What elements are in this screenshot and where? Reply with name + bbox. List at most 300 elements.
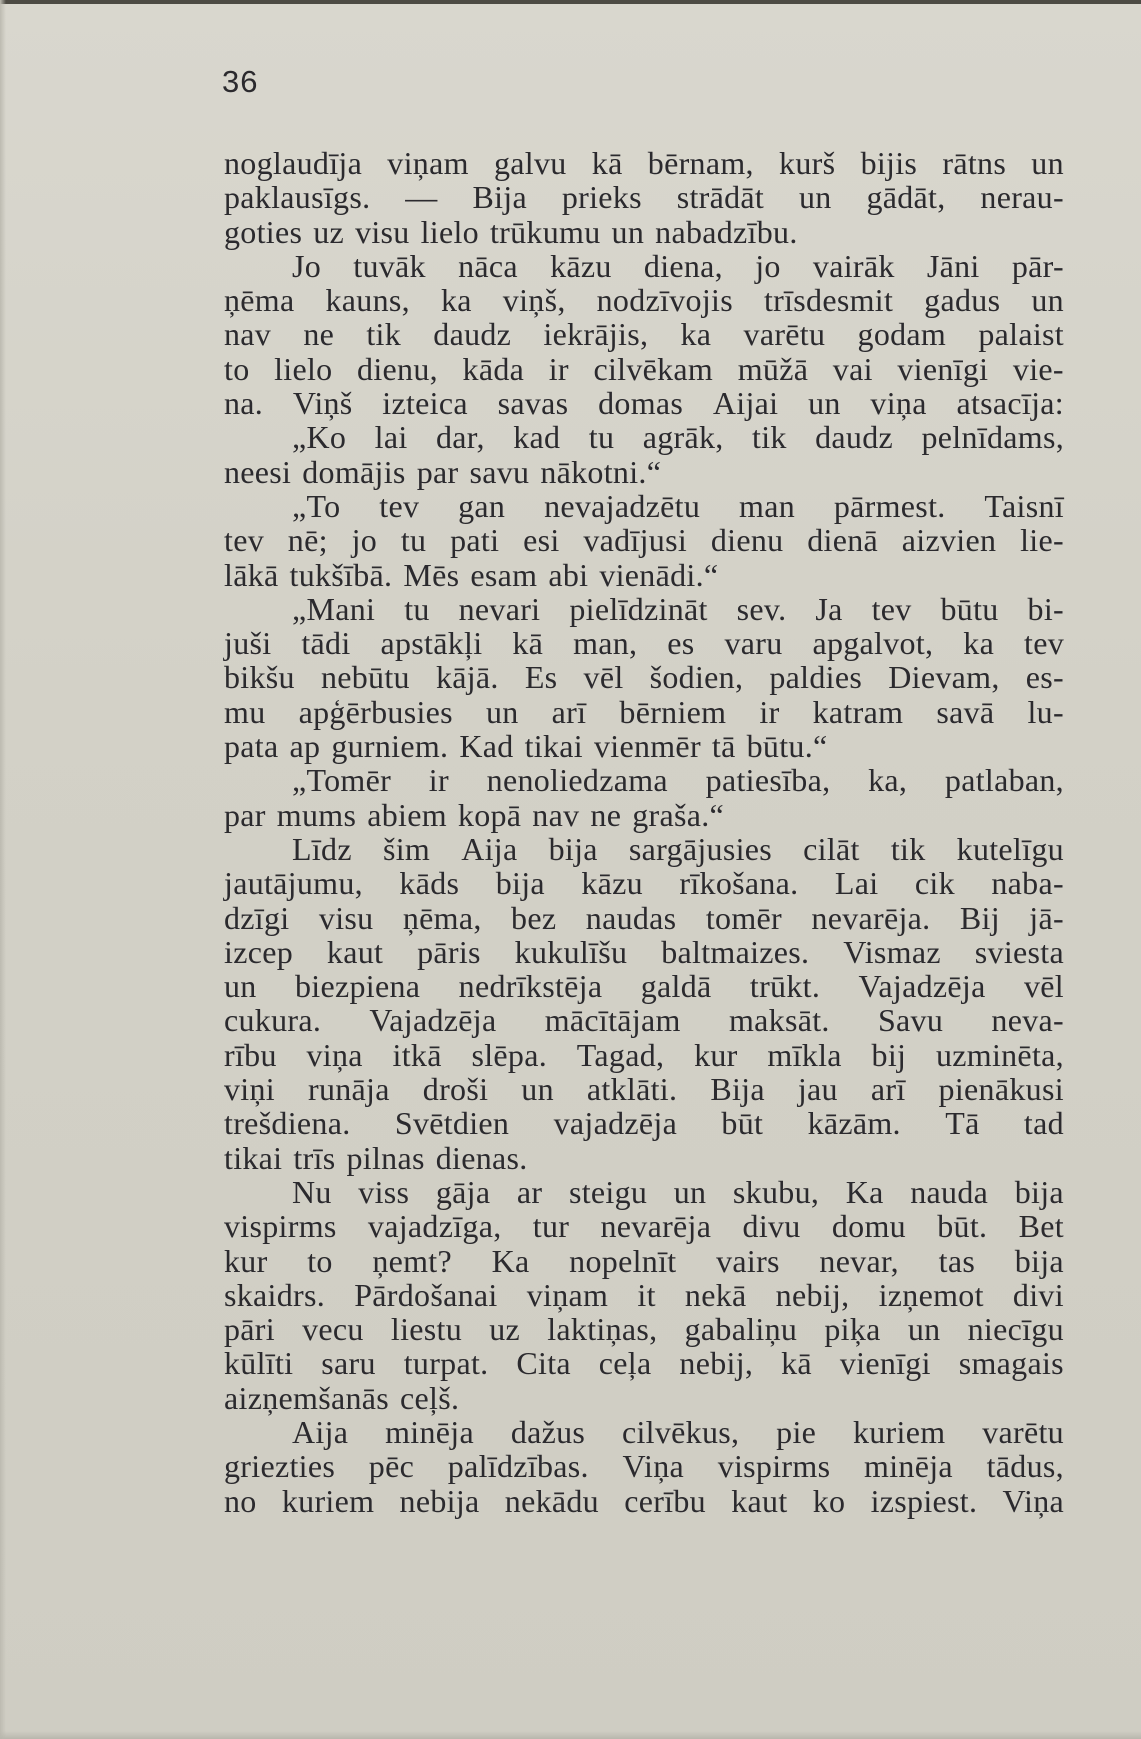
word: lie- bbox=[1020, 522, 1064, 559]
word: „Tomēr bbox=[292, 762, 392, 799]
word: visu bbox=[318, 899, 374, 936]
word: pielīdzināt bbox=[569, 590, 708, 627]
word: kuriem bbox=[281, 1482, 375, 1519]
word: abiem bbox=[367, 796, 447, 833]
word: cilvēkus, bbox=[621, 1413, 740, 1450]
word: būtu.“ bbox=[746, 728, 828, 765]
word: jautājumu, bbox=[224, 865, 363, 902]
word: cik bbox=[914, 865, 955, 902]
word: un bbox=[1031, 145, 1064, 181]
word: izspiest. bbox=[870, 1482, 978, 1519]
word: galvu bbox=[493, 145, 567, 181]
word: nebūtu bbox=[320, 659, 410, 696]
word: jo bbox=[755, 247, 781, 284]
word: Tagad, bbox=[576, 1036, 665, 1073]
word: atklāti. bbox=[586, 1071, 678, 1108]
text-line bbox=[224, 832, 1064, 866]
word: uzminēta, bbox=[935, 1036, 1064, 1073]
word: gurniem. bbox=[331, 728, 449, 765]
word: tas bbox=[938, 1242, 976, 1279]
word: piķa bbox=[824, 1311, 881, 1348]
text-line bbox=[224, 489, 1064, 523]
text-line bbox=[224, 1141, 1064, 1175]
text-line bbox=[224, 695, 1064, 729]
word: kā bbox=[591, 145, 623, 181]
word: runāja bbox=[308, 1071, 390, 1108]
word: esi bbox=[523, 522, 560, 559]
word: Pārdošanai bbox=[354, 1276, 498, 1313]
word: tikai bbox=[224, 1139, 283, 1176]
word: Līdz bbox=[292, 830, 352, 867]
word: smagais bbox=[958, 1345, 1064, 1382]
word: kopā bbox=[457, 796, 522, 833]
word: esam bbox=[470, 556, 538, 593]
word: vie- bbox=[1012, 350, 1064, 387]
word: prieks bbox=[561, 179, 642, 216]
word: vadījusi bbox=[583, 522, 688, 559]
word: pēc bbox=[368, 1448, 415, 1485]
word: saru bbox=[321, 1345, 376, 1382]
text-line bbox=[224, 763, 1064, 797]
word: tev bbox=[871, 590, 912, 627]
word: domas bbox=[598, 385, 684, 422]
word: un bbox=[611, 213, 645, 250]
text-line bbox=[224, 798, 1064, 832]
word: nav bbox=[224, 316, 272, 353]
word: pelnīdams, bbox=[921, 419, 1064, 456]
word: tomēr bbox=[705, 899, 782, 936]
word: sviesta bbox=[974, 933, 1064, 970]
word: nerau- bbox=[980, 179, 1064, 216]
word: — bbox=[405, 179, 438, 216]
word: viņi bbox=[224, 1071, 275, 1108]
word: ka, bbox=[868, 762, 908, 799]
word: tik bbox=[752, 419, 787, 456]
word: pārmest. bbox=[833, 487, 946, 524]
text-line bbox=[224, 1484, 1064, 1518]
word: vairs bbox=[716, 1242, 780, 1279]
word: lai bbox=[374, 419, 408, 456]
word: rātns bbox=[942, 145, 1007, 181]
word: skubu, bbox=[732, 1173, 820, 1210]
word: tu bbox=[404, 590, 430, 627]
word: un bbox=[1031, 282, 1064, 319]
word: ar bbox=[516, 1173, 543, 1210]
word: kāzu bbox=[550, 247, 612, 284]
word: jau bbox=[797, 1071, 838, 1108]
word: būt. bbox=[937, 1208, 988, 1245]
word: tur bbox=[532, 1208, 570, 1245]
word: mācītājam bbox=[544, 1002, 681, 1039]
word: vajadzīga, bbox=[367, 1208, 502, 1245]
text-line bbox=[224, 283, 1064, 317]
word: jo bbox=[351, 522, 378, 559]
word: Viņš bbox=[292, 385, 353, 422]
word: viņam bbox=[387, 145, 469, 181]
word: daudz bbox=[433, 316, 512, 353]
word: kaut bbox=[731, 1482, 788, 1519]
text-line bbox=[224, 180, 1064, 214]
word: es bbox=[667, 625, 695, 662]
word: vecu bbox=[302, 1311, 364, 1348]
text-line bbox=[224, 146, 1064, 180]
word: bijis bbox=[860, 145, 918, 181]
word: maksāt. bbox=[728, 1002, 830, 1039]
word: nē; bbox=[287, 522, 328, 559]
word: baltmaizes. bbox=[661, 933, 810, 970]
word: Ka bbox=[845, 1173, 884, 1210]
word: vairāk bbox=[812, 247, 895, 284]
word: vienādi.“ bbox=[599, 556, 719, 593]
word: trīs bbox=[293, 1139, 336, 1176]
page-bottom-edge bbox=[0, 1731, 1141, 1739]
word: domājis bbox=[302, 453, 406, 490]
word: katram bbox=[812, 693, 904, 730]
word: varētu bbox=[743, 316, 826, 353]
word: dienu bbox=[710, 522, 784, 559]
word: cilvēkam bbox=[593, 350, 714, 387]
word: dienas. bbox=[435, 1139, 528, 1176]
word: Ka bbox=[491, 1242, 530, 1279]
text-line bbox=[224, 1175, 1064, 1209]
word: neesi bbox=[224, 453, 292, 490]
text-line bbox=[224, 592, 1064, 626]
text-line bbox=[224, 249, 1064, 283]
word: nabadzību. bbox=[655, 213, 798, 250]
word: palīdzības. bbox=[447, 1448, 589, 1485]
word: kā bbox=[781, 1345, 812, 1382]
word: sev. bbox=[736, 590, 787, 627]
word: bērnam, bbox=[647, 145, 754, 181]
word: un bbox=[798, 179, 832, 216]
text-line bbox=[224, 317, 1064, 351]
word: vienīgi bbox=[839, 1345, 931, 1382]
word: Savu bbox=[877, 1002, 944, 1039]
word: pilnas bbox=[346, 1139, 425, 1176]
word: mu bbox=[224, 693, 266, 730]
word: liestu bbox=[390, 1311, 463, 1348]
word: kur bbox=[224, 1242, 268, 1279]
word: Bij bbox=[959, 899, 1000, 936]
word: un bbox=[907, 1311, 941, 1348]
word: viss bbox=[358, 1173, 410, 1210]
word: un bbox=[521, 1071, 554, 1108]
word: ir bbox=[548, 350, 569, 387]
word: apgalvot, bbox=[812, 625, 934, 662]
word: noglaudīja bbox=[224, 145, 363, 181]
word: gan bbox=[458, 487, 506, 524]
word: niecīgu bbox=[967, 1311, 1064, 1348]
word: patiesība, bbox=[705, 762, 831, 799]
page-number: 36 bbox=[222, 64, 259, 99]
word: Aijai bbox=[712, 385, 779, 422]
word: droši bbox=[422, 1071, 489, 1108]
word: Nu bbox=[292, 1173, 332, 1210]
word: tev bbox=[1024, 625, 1064, 662]
text-line bbox=[224, 1003, 1064, 1037]
word: dienu, bbox=[357, 350, 438, 387]
text-line bbox=[224, 420, 1064, 454]
word: to bbox=[224, 350, 250, 387]
word: daudz bbox=[815, 419, 894, 456]
word: rību bbox=[224, 1036, 277, 1073]
word: gadus bbox=[924, 282, 1001, 319]
word: man bbox=[739, 487, 796, 524]
word: gāja bbox=[435, 1173, 491, 1210]
text-line bbox=[224, 1312, 1064, 1346]
body-text bbox=[224, 146, 1064, 1518]
word: par bbox=[416, 453, 459, 490]
word: rīkošana. bbox=[679, 865, 799, 902]
word: Taisnī bbox=[984, 487, 1064, 524]
word: Aija bbox=[461, 830, 518, 867]
word: tev bbox=[224, 522, 264, 559]
word: neva- bbox=[991, 1002, 1064, 1039]
word: un bbox=[808, 385, 841, 422]
word: lielo bbox=[274, 350, 333, 387]
word: kukulīšu bbox=[514, 933, 628, 970]
word: ņemt? bbox=[372, 1242, 452, 1279]
word: gādāt, bbox=[866, 179, 946, 216]
word: trīsdesmit bbox=[763, 282, 894, 319]
word: steigu bbox=[568, 1173, 648, 1210]
word: nodzīvojis bbox=[596, 282, 733, 319]
word: mīkla bbox=[767, 1036, 842, 1073]
word: arī bbox=[870, 1071, 906, 1108]
word: viņam bbox=[526, 1276, 609, 1313]
word: dažus bbox=[510, 1413, 586, 1450]
word: savu bbox=[469, 453, 530, 490]
word: „To bbox=[292, 487, 341, 524]
word: trūkumu bbox=[489, 213, 601, 250]
word: tik bbox=[366, 316, 402, 353]
word: „Mani bbox=[292, 590, 376, 627]
word: Vajadzēja bbox=[369, 1002, 497, 1039]
text-line bbox=[224, 1106, 1064, 1140]
word: no bbox=[224, 1482, 257, 1519]
word: bija bbox=[548, 830, 598, 867]
word: bērniem bbox=[619, 693, 727, 730]
word: paklausīgs. bbox=[224, 179, 371, 216]
word: cukura. bbox=[224, 1002, 322, 1039]
word: vispirms bbox=[717, 1448, 831, 1485]
word: nebij, bbox=[775, 1276, 850, 1313]
word: to bbox=[307, 1242, 333, 1279]
word: es- bbox=[1025, 659, 1064, 696]
text-line bbox=[224, 901, 1064, 935]
text-line bbox=[224, 455, 1064, 489]
word: bij bbox=[871, 1036, 907, 1073]
word: Bija bbox=[472, 179, 527, 216]
word: ņēma, bbox=[402, 899, 482, 936]
text-line bbox=[224, 1244, 1064, 1278]
word: pati bbox=[450, 522, 500, 559]
word: cilāt bbox=[803, 830, 860, 867]
text-line bbox=[224, 660, 1064, 694]
word: bija bbox=[1014, 1242, 1064, 1279]
word: ne bbox=[590, 796, 622, 833]
word: apģērbusies bbox=[298, 693, 453, 730]
page-top-edge bbox=[0, 0, 1141, 4]
word: kūlīti bbox=[224, 1345, 294, 1382]
word: jā- bbox=[1029, 899, 1064, 936]
word: naudas bbox=[585, 899, 677, 936]
word: vispirms bbox=[224, 1208, 337, 1245]
word: nevarēja bbox=[600, 1208, 712, 1245]
word: Vismaz bbox=[843, 933, 941, 970]
word: sargājusies bbox=[628, 830, 773, 867]
word: divu bbox=[742, 1208, 801, 1245]
word: bi- bbox=[1027, 590, 1064, 627]
word: tukšībā. bbox=[289, 556, 393, 593]
word: trešdiena. bbox=[224, 1105, 351, 1142]
word: tādus, bbox=[986, 1448, 1064, 1485]
word: minēja bbox=[385, 1413, 474, 1450]
word: kaut bbox=[326, 933, 384, 970]
word: cerību bbox=[624, 1482, 706, 1519]
word: aizņemšanās bbox=[224, 1379, 390, 1416]
word: agrāk, bbox=[642, 419, 724, 456]
page-left-edge bbox=[0, 0, 6, 1739]
word: uz bbox=[489, 1311, 521, 1348]
word: minēja bbox=[864, 1448, 953, 1485]
word: lielo bbox=[420, 213, 479, 250]
word: nenoliedzama bbox=[486, 762, 668, 799]
word: tādi bbox=[301, 625, 351, 662]
word: vienmēr bbox=[593, 728, 701, 765]
word: vienīgi bbox=[897, 350, 989, 387]
word: nevarēja. bbox=[811, 899, 931, 936]
word: mums bbox=[276, 796, 357, 833]
word: nākotni.“ bbox=[540, 453, 662, 490]
word: tik bbox=[890, 830, 926, 867]
text-line bbox=[224, 1346, 1064, 1380]
text-line bbox=[224, 1381, 1064, 1415]
word: būt bbox=[721, 1105, 764, 1142]
word: izcep bbox=[224, 933, 293, 970]
word: naba- bbox=[991, 865, 1064, 902]
word: Bija bbox=[710, 1071, 765, 1108]
word: pār- bbox=[1011, 247, 1064, 284]
word: iekrājis, bbox=[543, 316, 649, 353]
word: laktiņas, bbox=[547, 1311, 658, 1348]
word: apstākļi bbox=[380, 625, 483, 662]
text-line bbox=[224, 1415, 1064, 1449]
word: nebij, bbox=[679, 1345, 754, 1382]
word: izņemot bbox=[878, 1276, 984, 1313]
word: kāds bbox=[399, 865, 460, 902]
word: pie bbox=[776, 1413, 817, 1450]
word: tev bbox=[379, 487, 420, 524]
word: nevar, bbox=[819, 1242, 899, 1279]
word: Bet bbox=[1018, 1208, 1064, 1245]
word: pāris bbox=[417, 933, 481, 970]
word: domu bbox=[831, 1208, 906, 1245]
word: Tā bbox=[945, 1105, 980, 1142]
word: ceļš. bbox=[400, 1379, 460, 1416]
word: un bbox=[486, 693, 519, 730]
word: visu bbox=[355, 213, 410, 250]
word: na. bbox=[224, 385, 264, 422]
word: ka bbox=[680, 316, 712, 353]
word: pienākusi bbox=[938, 1071, 1064, 1108]
word: nevari bbox=[458, 590, 541, 627]
word: divi bbox=[1012, 1276, 1064, 1313]
word: Svētdien bbox=[394, 1105, 510, 1142]
word: aizvien bbox=[901, 522, 997, 559]
word: lākā bbox=[224, 556, 279, 593]
word: nav bbox=[532, 796, 580, 833]
word: viņa bbox=[870, 385, 927, 422]
word: slēpa. bbox=[471, 1036, 548, 1073]
text-line bbox=[224, 1449, 1064, 1483]
word: dienā bbox=[807, 522, 879, 559]
word: biezpiena bbox=[294, 968, 421, 1005]
word: nauda bbox=[910, 1173, 989, 1210]
word: nevajadzētu bbox=[544, 487, 701, 524]
word: viņa bbox=[306, 1036, 363, 1073]
word: kā bbox=[512, 625, 544, 662]
word: tu bbox=[588, 419, 615, 456]
word: ka bbox=[440, 282, 472, 319]
word: graša.“ bbox=[632, 796, 725, 833]
word: Dievam, bbox=[888, 659, 1000, 696]
word: par bbox=[224, 796, 266, 833]
word: varētu bbox=[982, 1413, 1064, 1450]
word: šodien, bbox=[649, 659, 744, 696]
text-line bbox=[224, 1072, 1064, 1106]
text-line bbox=[224, 969, 1064, 1003]
word: dar, bbox=[435, 419, 485, 456]
word: ceļa bbox=[598, 1345, 652, 1382]
text-line bbox=[224, 558, 1064, 592]
word: Mēs bbox=[403, 556, 460, 593]
word: vēl bbox=[1023, 968, 1064, 1005]
word: tad bbox=[1023, 1105, 1064, 1142]
word: patlaban, bbox=[944, 762, 1064, 799]
word: nopelnīt bbox=[569, 1242, 677, 1279]
text-line bbox=[224, 866, 1064, 900]
text-line bbox=[224, 729, 1064, 763]
word: „Ko bbox=[292, 419, 347, 456]
word: trūkt. bbox=[749, 968, 821, 1005]
word: tā bbox=[711, 728, 736, 765]
word: bez bbox=[511, 899, 557, 936]
word: nekā bbox=[684, 1276, 747, 1313]
word: griezties bbox=[224, 1448, 336, 1485]
word: Cita bbox=[516, 1345, 571, 1382]
word: man, bbox=[573, 625, 638, 662]
text-line bbox=[224, 1278, 1064, 1312]
word: bija bbox=[1014, 1173, 1064, 1210]
word: bikšu bbox=[224, 659, 295, 696]
word: ne bbox=[303, 316, 335, 353]
word: vai bbox=[832, 350, 873, 387]
text-line bbox=[224, 1038, 1064, 1072]
word: kāda bbox=[462, 350, 525, 387]
word: kauns, bbox=[325, 282, 410, 319]
word: turpat. bbox=[403, 1345, 489, 1382]
word: nekādu bbox=[504, 1482, 599, 1519]
word: Lai bbox=[834, 865, 879, 902]
word: atsacīja: bbox=[956, 385, 1064, 422]
word: savā bbox=[936, 693, 995, 730]
word: Ja bbox=[815, 590, 843, 627]
word: vajadzēja bbox=[553, 1105, 678, 1142]
word: izteica bbox=[382, 385, 468, 422]
word: kutelīgu bbox=[956, 830, 1064, 867]
word: diena, bbox=[643, 247, 723, 284]
